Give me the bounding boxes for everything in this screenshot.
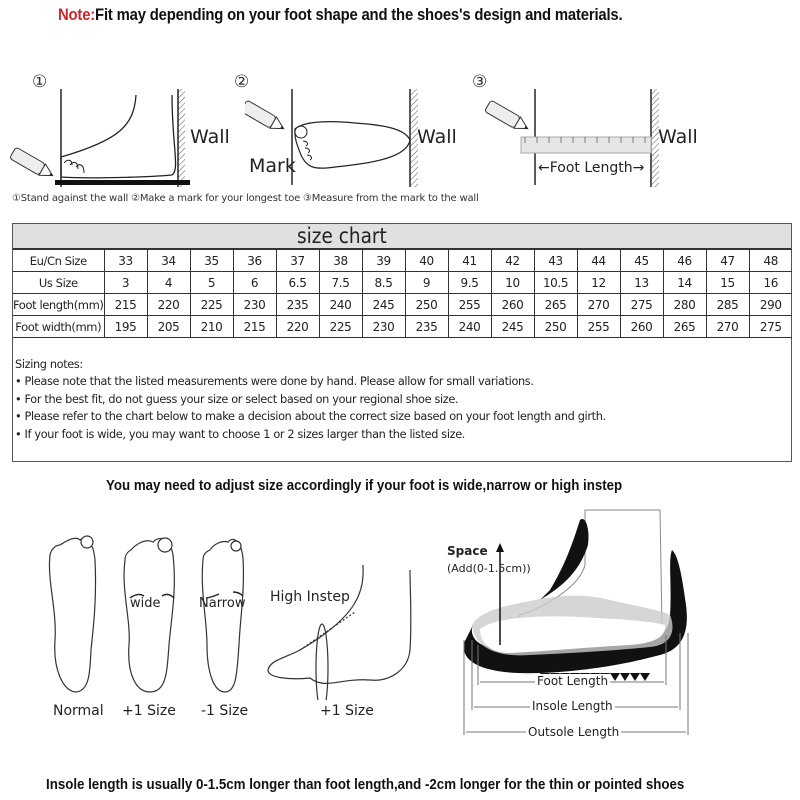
- table-cell: 40: [405, 250, 448, 272]
- table-cell: 3: [104, 272, 147, 294]
- outsole-length-label: Outsole Length: [528, 725, 620, 739]
- table-cell: 14: [663, 272, 706, 294]
- sizing-notes: [13, 338, 791, 443]
- table-cell: 7.5: [319, 272, 362, 294]
- table-cell: 5: [190, 272, 233, 294]
- step-2-mark-label: Mark: [249, 155, 296, 177]
- table-cell: 255: [448, 294, 491, 316]
- table-cell: 36: [233, 250, 276, 272]
- sizing-note: • Please note that the listed measurements were done by hand. Please allow for small variations.: [15, 375, 534, 389]
- table-cell: 195: [104, 316, 147, 338]
- table-cell: 275: [620, 294, 663, 316]
- table-cell: 210: [190, 316, 233, 338]
- high-instep-label: High Instep: [270, 589, 350, 605]
- size-chart-table: [13, 249, 792, 338]
- step-3-wall-label: Wall: [658, 126, 698, 148]
- table-cell: 245: [491, 316, 534, 338]
- table-cell: 290: [749, 294, 792, 316]
- high-instep-illustration: [260, 560, 420, 700]
- table-cell: 250: [534, 316, 577, 338]
- space-label: Space: [447, 544, 488, 558]
- step-2-number: ②: [234, 72, 250, 92]
- foot-type-normal: Normal: [53, 703, 104, 719]
- table-cell: 8.5: [362, 272, 405, 294]
- table-cell: 215: [104, 294, 147, 316]
- table-cell: 240: [319, 294, 362, 316]
- step-3-number: ③: [472, 72, 488, 92]
- table-cell: 240: [448, 316, 491, 338]
- table-row-eu-size: [13, 250, 792, 272]
- table-cell: 245: [362, 294, 405, 316]
- table-cell: 13: [620, 272, 663, 294]
- table-cell: 47: [706, 250, 749, 272]
- step-1-illustration: [10, 85, 195, 190]
- table-cell: 260: [491, 294, 534, 316]
- foot-type-wide: +1 Size: [122, 703, 176, 719]
- table-cell: 215: [233, 316, 276, 338]
- table-cell: 275: [749, 316, 792, 338]
- table-cell: 12: [577, 272, 620, 294]
- table-cell: 250: [405, 294, 448, 316]
- table-cell: 235: [276, 294, 319, 316]
- note-prefix: Note:: [58, 6, 96, 24]
- row-label: Us Size: [13, 272, 104, 294]
- table-cell: 38: [319, 250, 362, 272]
- fit-note: [58, 6, 622, 25]
- table-cell: 280: [663, 294, 706, 316]
- row-label: Foot length(mm): [13, 294, 104, 316]
- table-cell: 230: [362, 316, 405, 338]
- size-chart: [12, 223, 792, 462]
- size-chart-title: size chart: [297, 224, 387, 248]
- space-sublabel: (Add(0-1.5cm)): [447, 562, 531, 575]
- note-text: Fit may depending on your foot shape and the shoes's design and materials.: [95, 6, 623, 24]
- row-label: Eu/Cn Size: [13, 250, 104, 272]
- table-cell: 34: [147, 250, 190, 272]
- table-cell: 10.5: [534, 272, 577, 294]
- table-cell: 270: [706, 316, 749, 338]
- table-cell: 9: [405, 272, 448, 294]
- table-cell: 45: [620, 250, 663, 272]
- size-chart-header: [13, 224, 791, 249]
- table-cell: 260: [620, 316, 663, 338]
- insole-note: Insole length is usually 0-1.5cm longer than foot length,and -2cm longer for the thin or pointed shoes: [46, 777, 685, 793]
- table-cell: 44: [577, 250, 620, 272]
- table-cell: 225: [190, 294, 233, 316]
- table-cell: 230: [233, 294, 276, 316]
- step-2-wall-label: Wall: [417, 126, 457, 148]
- table-cell: 42: [491, 250, 534, 272]
- table-cell: 15: [706, 272, 749, 294]
- table-row-foot-width: [13, 316, 792, 338]
- table-cell: 9.5: [448, 272, 491, 294]
- table-cell: 39: [362, 250, 405, 272]
- table-cell: 270: [577, 294, 620, 316]
- sizing-note: • Please refer to the chart below to make a decision about the correct size based on your foot length and girth.: [15, 410, 606, 424]
- table-cell: 6.5: [276, 272, 319, 294]
- table-cell: 265: [534, 294, 577, 316]
- foot-type-narrow: -1 Size: [201, 703, 249, 719]
- step-1-number: ①: [32, 72, 48, 92]
- table-cell: 205: [147, 316, 190, 338]
- table-cell: 255: [577, 316, 620, 338]
- step-1-wall-label: Wall: [190, 126, 230, 148]
- table-cell: 16: [749, 272, 792, 294]
- table-cell: 43: [534, 250, 577, 272]
- table-cell: 235: [405, 316, 448, 338]
- adjust-heading: You may need to adjust size accordingly if your foot is wide,narrow or high instep: [106, 478, 623, 494]
- table-cell: 46: [663, 250, 706, 272]
- table-row-foot-length: [13, 294, 792, 316]
- table-cell: 220: [147, 294, 190, 316]
- foot-length-label: Foot Length: [537, 674, 609, 688]
- table-row-us-size: [13, 272, 792, 294]
- measure-caption: ①Stand against the wall ②Make a mark for your longest toe ③Measure from the mark to the wall: [12, 193, 479, 204]
- step-3-foot-length-label: ←Foot Length→: [538, 160, 645, 176]
- table-cell: 33: [104, 250, 147, 272]
- row-label: Foot width(mm): [13, 316, 104, 338]
- table-cell: 225: [319, 316, 362, 338]
- narrow-label: Narrow: [199, 596, 246, 611]
- table-cell: 41: [448, 250, 491, 272]
- table-cell: 285: [706, 294, 749, 316]
- table-cell: 220: [276, 316, 319, 338]
- foot-type-high-instep: +1 Size: [320, 703, 374, 719]
- table-cell: 4: [147, 272, 190, 294]
- table-cell: 35: [190, 250, 233, 272]
- sizing-note: • For the best fit, do not guess your size or select based on your regional shoe size.: [15, 392, 459, 406]
- wide-label: wide: [130, 596, 161, 611]
- insole-length-label: Insole Length: [532, 699, 613, 713]
- table-cell: 10: [491, 272, 534, 294]
- table-cell: 265: [663, 316, 706, 338]
- sizing-note: • If your foot is wide, you may want to choose 1 or 2 sizes larger than the listed size.: [15, 427, 466, 441]
- table-cell: 6: [233, 272, 276, 294]
- table-cell: 37: [276, 250, 319, 272]
- sizing-notes-title: Sizing notes:: [15, 358, 83, 371]
- table-cell: 48: [749, 250, 792, 272]
